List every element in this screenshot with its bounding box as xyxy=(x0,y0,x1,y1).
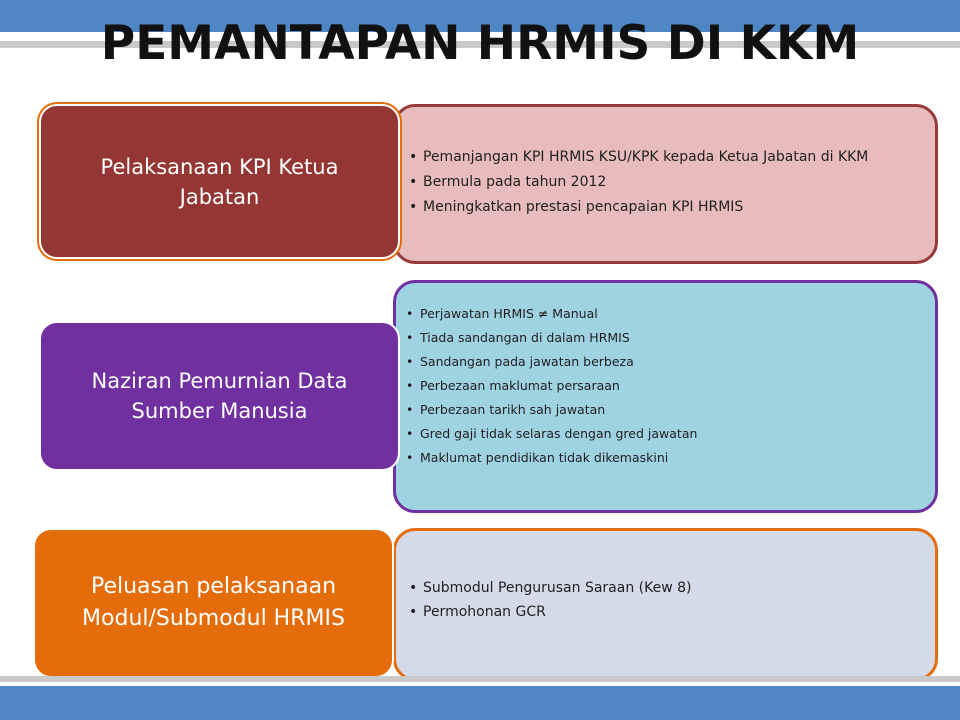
bullet-list xyxy=(420,302,920,470)
bullet-item: • Perbezaan tarikh sah jawatan xyxy=(420,398,920,422)
bullet-item: • Gred gaji tidak selaras dengan gred jawatan xyxy=(420,422,920,446)
bullet-item: • Sandangan pada jawatan berbeza xyxy=(420,350,920,374)
bullet-item: • Meningkatkan prestasi pencapaian KPI HRMIS xyxy=(423,197,903,217)
section-label-peluasan xyxy=(33,528,394,678)
bottom-decorative-band xyxy=(0,686,960,720)
bullet-item: • Permohonan GCR xyxy=(423,600,903,624)
bullet-list xyxy=(423,147,903,222)
section-label-kpi xyxy=(39,104,400,259)
section-panel-naziran xyxy=(393,280,938,513)
bullet-item: • Perbezaan maklumat persaraan xyxy=(420,374,920,398)
bullet-item: • Pemanjangan KPI HRMIS KSU/KPK kepada Ketua Jabatan di KKM xyxy=(423,147,903,167)
bullet-item: • Maklumat pendidikan tidak dikemaskini xyxy=(420,446,920,470)
bullet-list xyxy=(423,576,903,624)
bullet-item: • Submodul Pengurusan Saraan (Kew 8) xyxy=(423,576,903,600)
bullet-item: • Tiada sandangan di dalam HRMIS xyxy=(420,326,920,350)
bullet-item: • Perjawatan HRMIS ≠ Manual xyxy=(420,302,920,326)
section-panel-kpi xyxy=(393,104,938,264)
section-label-text: Naziran Pemurnian Data Sumber Manusia xyxy=(91,369,348,423)
section-label-naziran xyxy=(39,321,400,471)
section-label-text: Peluasan pelaksanaan Modul/Submodul HRMIS xyxy=(82,574,345,631)
slide-title: PEMANTAPAN HRMIS DI KKM xyxy=(100,16,860,71)
bullet-item: • Bermula pada tahun 2012 xyxy=(423,172,903,192)
section-label-text: Pelaksanaan KPI Ketua Jabatan xyxy=(100,154,339,209)
bottom-divider-line xyxy=(0,676,960,682)
section-panel-peluasan xyxy=(393,528,938,681)
